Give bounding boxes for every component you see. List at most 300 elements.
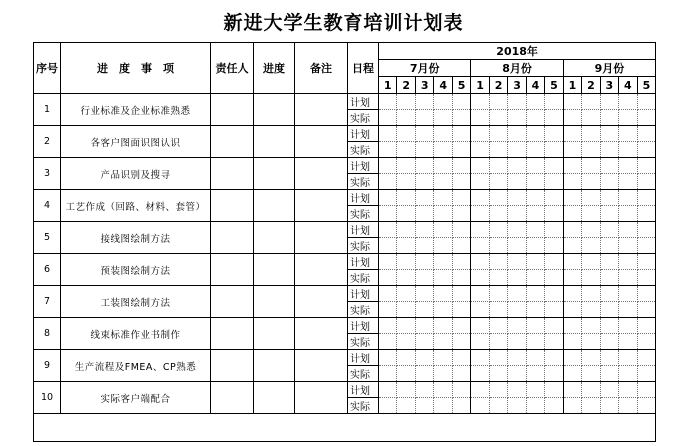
schedule-cell[interactable] [397, 350, 415, 366]
schedule-cell[interactable] [379, 286, 397, 302]
schedule-cell[interactable] [637, 318, 656, 334]
owner-cell[interactable] [211, 254, 254, 286]
schedule-cell[interactable] [619, 126, 637, 142]
schedule-cell[interactable] [619, 398, 637, 414]
schedule-cell[interactable] [434, 222, 452, 238]
note-cell[interactable] [295, 190, 348, 222]
schedule-cell[interactable] [563, 158, 581, 174]
schedule-cell[interactable] [563, 398, 581, 414]
schedule-cell[interactable] [415, 158, 433, 174]
owner-cell[interactable] [211, 318, 254, 350]
schedule-cell[interactable] [637, 302, 656, 318]
schedule-cell[interactable] [452, 190, 470, 206]
schedule-cell[interactable] [508, 350, 526, 366]
progress-cell[interactable] [254, 286, 295, 318]
note-cell[interactable] [295, 158, 348, 190]
schedule-cell[interactable] [582, 174, 600, 190]
schedule-cell[interactable] [452, 126, 470, 142]
schedule-cell[interactable] [600, 302, 618, 318]
schedule-cell[interactable] [563, 382, 581, 398]
schedule-cell[interactable] [489, 382, 507, 398]
note-cell[interactable] [295, 222, 348, 254]
schedule-cell[interactable] [508, 110, 526, 126]
schedule-cell[interactable] [397, 222, 415, 238]
schedule-cell[interactable] [582, 158, 600, 174]
schedule-cell[interactable] [397, 142, 415, 158]
schedule-cell[interactable] [545, 366, 563, 382]
schedule-cell[interactable] [471, 174, 489, 190]
schedule-cell[interactable] [471, 110, 489, 126]
schedule-cell[interactable] [434, 254, 452, 270]
schedule-cell[interactable] [452, 350, 470, 366]
schedule-cell[interactable] [637, 334, 656, 350]
schedule-cell[interactable] [563, 302, 581, 318]
schedule-cell[interactable] [471, 222, 489, 238]
schedule-cell[interactable] [600, 398, 618, 414]
schedule-cell[interactable] [582, 366, 600, 382]
schedule-cell[interactable] [637, 286, 656, 302]
schedule-cell[interactable] [434, 110, 452, 126]
schedule-cell[interactable] [508, 158, 526, 174]
schedule-cell[interactable] [379, 398, 397, 414]
schedule-cell[interactable] [415, 334, 433, 350]
schedule-cell[interactable] [600, 270, 618, 286]
schedule-cell[interactable] [397, 206, 415, 222]
schedule-cell[interactable] [379, 222, 397, 238]
schedule-cell[interactable] [452, 238, 470, 254]
schedule-cell[interactable] [619, 334, 637, 350]
schedule-cell[interactable] [563, 238, 581, 254]
note-cell[interactable] [295, 350, 348, 382]
schedule-cell[interactable] [526, 366, 544, 382]
schedule-cell[interactable] [582, 350, 600, 366]
schedule-cell[interactable] [582, 302, 600, 318]
schedule-cell[interactable] [379, 254, 397, 270]
schedule-cell[interactable] [545, 334, 563, 350]
schedule-cell[interactable] [582, 126, 600, 142]
schedule-cell[interactable] [452, 334, 470, 350]
schedule-cell[interactable] [434, 318, 452, 334]
schedule-cell[interactable] [545, 350, 563, 366]
schedule-cell[interactable] [379, 94, 397, 110]
schedule-cell[interactable] [471, 126, 489, 142]
schedule-cell[interactable] [489, 302, 507, 318]
schedule-cell[interactable] [489, 142, 507, 158]
schedule-cell[interactable] [452, 318, 470, 334]
progress-cell[interactable] [254, 318, 295, 350]
owner-cell[interactable] [211, 190, 254, 222]
schedule-cell[interactable] [582, 94, 600, 110]
schedule-cell[interactable] [397, 94, 415, 110]
schedule-cell[interactable] [545, 238, 563, 254]
schedule-cell[interactable] [489, 190, 507, 206]
note-cell[interactable] [295, 254, 348, 286]
schedule-cell[interactable] [526, 398, 544, 414]
schedule-cell[interactable] [526, 382, 544, 398]
schedule-cell[interactable] [563, 174, 581, 190]
schedule-cell[interactable] [582, 110, 600, 126]
owner-cell[interactable] [211, 126, 254, 158]
schedule-cell[interactable] [637, 206, 656, 222]
progress-cell[interactable] [254, 350, 295, 382]
schedule-cell[interactable] [452, 270, 470, 286]
schedule-cell[interactable] [619, 382, 637, 398]
schedule-cell[interactable] [397, 126, 415, 142]
schedule-cell[interactable] [397, 158, 415, 174]
schedule-cell[interactable] [397, 318, 415, 334]
schedule-cell[interactable] [545, 94, 563, 110]
schedule-cell[interactable] [415, 286, 433, 302]
schedule-cell[interactable] [600, 206, 618, 222]
schedule-cell[interactable] [582, 254, 600, 270]
schedule-cell[interactable] [489, 334, 507, 350]
schedule-cell[interactable] [563, 254, 581, 270]
schedule-cell[interactable] [600, 286, 618, 302]
schedule-cell[interactable] [545, 382, 563, 398]
schedule-cell[interactable] [471, 94, 489, 110]
progress-cell[interactable] [254, 222, 295, 254]
schedule-cell[interactable] [434, 158, 452, 174]
progress-cell[interactable] [254, 158, 295, 190]
schedule-cell[interactable] [600, 238, 618, 254]
schedule-cell[interactable] [508, 366, 526, 382]
schedule-cell[interactable] [452, 286, 470, 302]
schedule-cell[interactable] [415, 350, 433, 366]
schedule-cell[interactable] [526, 238, 544, 254]
schedule-cell[interactable] [545, 126, 563, 142]
schedule-cell[interactable] [434, 366, 452, 382]
schedule-cell[interactable] [582, 318, 600, 334]
schedule-cell[interactable] [489, 94, 507, 110]
schedule-cell[interactable] [471, 334, 489, 350]
note-cell[interactable] [295, 94, 348, 126]
schedule-cell[interactable] [434, 190, 452, 206]
schedule-cell[interactable] [526, 94, 544, 110]
schedule-cell[interactable] [397, 398, 415, 414]
schedule-cell[interactable] [434, 94, 452, 110]
schedule-cell[interactable] [637, 110, 656, 126]
schedule-cell[interactable] [434, 286, 452, 302]
schedule-cell[interactable] [637, 222, 656, 238]
schedule-cell[interactable] [415, 382, 433, 398]
schedule-cell[interactable] [637, 158, 656, 174]
schedule-cell[interactable] [434, 206, 452, 222]
owner-cell[interactable] [211, 286, 254, 318]
schedule-cell[interactable] [600, 382, 618, 398]
schedule-cell[interactable] [563, 206, 581, 222]
schedule-cell[interactable] [379, 302, 397, 318]
schedule-cell[interactable] [563, 94, 581, 110]
schedule-cell[interactable] [397, 110, 415, 126]
schedule-cell[interactable] [379, 126, 397, 142]
schedule-cell[interactable] [397, 270, 415, 286]
schedule-cell[interactable] [526, 270, 544, 286]
schedule-cell[interactable] [637, 270, 656, 286]
owner-cell[interactable] [211, 158, 254, 190]
schedule-cell[interactable] [619, 158, 637, 174]
schedule-cell[interactable] [452, 382, 470, 398]
schedule-cell[interactable] [582, 142, 600, 158]
schedule-cell[interactable] [563, 222, 581, 238]
schedule-cell[interactable] [619, 270, 637, 286]
schedule-cell[interactable] [545, 158, 563, 174]
schedule-cell[interactable] [434, 350, 452, 366]
schedule-cell[interactable] [600, 126, 618, 142]
schedule-cell[interactable] [415, 366, 433, 382]
schedule-cell[interactable] [489, 110, 507, 126]
owner-cell[interactable] [211, 222, 254, 254]
schedule-cell[interactable] [452, 94, 470, 110]
schedule-cell[interactable] [545, 254, 563, 270]
schedule-cell[interactable] [379, 190, 397, 206]
schedule-cell[interactable] [471, 302, 489, 318]
schedule-cell[interactable] [619, 110, 637, 126]
schedule-cell[interactable] [397, 254, 415, 270]
schedule-cell[interactable] [489, 270, 507, 286]
schedule-cell[interactable] [379, 110, 397, 126]
schedule-cell[interactable] [397, 366, 415, 382]
schedule-cell[interactable] [471, 142, 489, 158]
schedule-cell[interactable] [489, 318, 507, 334]
schedule-cell[interactable] [471, 398, 489, 414]
schedule-cell[interactable] [526, 254, 544, 270]
schedule-cell[interactable] [600, 222, 618, 238]
schedule-cell[interactable] [415, 94, 433, 110]
schedule-cell[interactable] [471, 238, 489, 254]
schedule-cell[interactable] [619, 238, 637, 254]
schedule-cell[interactable] [600, 174, 618, 190]
schedule-cell[interactable] [508, 270, 526, 286]
schedule-cell[interactable] [415, 238, 433, 254]
schedule-cell[interactable] [563, 334, 581, 350]
schedule-cell[interactable] [415, 110, 433, 126]
schedule-cell[interactable] [489, 222, 507, 238]
schedule-cell[interactable] [415, 254, 433, 270]
schedule-cell[interactable] [600, 318, 618, 334]
schedule-cell[interactable] [545, 302, 563, 318]
schedule-cell[interactable] [545, 270, 563, 286]
schedule-cell[interactable] [471, 254, 489, 270]
schedule-cell[interactable] [637, 366, 656, 382]
progress-cell[interactable] [254, 126, 295, 158]
schedule-cell[interactable] [545, 398, 563, 414]
schedule-cell[interactable] [619, 350, 637, 366]
schedule-cell[interactable] [545, 174, 563, 190]
schedule-cell[interactable] [415, 190, 433, 206]
schedule-cell[interactable] [637, 126, 656, 142]
schedule-cell[interactable] [526, 222, 544, 238]
schedule-cell[interactable] [379, 350, 397, 366]
schedule-cell[interactable] [379, 270, 397, 286]
schedule-cell[interactable] [582, 206, 600, 222]
schedule-cell[interactable] [471, 350, 489, 366]
schedule-cell[interactable] [415, 270, 433, 286]
schedule-cell[interactable] [508, 286, 526, 302]
schedule-cell[interactable] [526, 142, 544, 158]
schedule-cell[interactable] [471, 158, 489, 174]
progress-cell[interactable] [254, 254, 295, 286]
schedule-cell[interactable] [508, 142, 526, 158]
schedule-cell[interactable] [379, 382, 397, 398]
schedule-cell[interactable] [563, 350, 581, 366]
schedule-cell[interactable] [637, 350, 656, 366]
schedule-cell[interactable] [637, 398, 656, 414]
schedule-cell[interactable] [582, 222, 600, 238]
schedule-cell[interactable] [397, 238, 415, 254]
schedule-cell[interactable] [489, 398, 507, 414]
schedule-cell[interactable] [600, 366, 618, 382]
schedule-cell[interactable] [619, 254, 637, 270]
schedule-cell[interactable] [508, 302, 526, 318]
schedule-cell[interactable] [600, 142, 618, 158]
schedule-cell[interactable] [563, 366, 581, 382]
schedule-cell[interactable] [600, 94, 618, 110]
note-cell[interactable] [295, 126, 348, 158]
schedule-cell[interactable] [526, 190, 544, 206]
schedule-cell[interactable] [434, 398, 452, 414]
schedule-cell[interactable] [526, 334, 544, 350]
schedule-cell[interactable] [489, 254, 507, 270]
schedule-cell[interactable] [582, 270, 600, 286]
schedule-cell[interactable] [489, 366, 507, 382]
schedule-cell[interactable] [508, 398, 526, 414]
schedule-cell[interactable] [526, 110, 544, 126]
schedule-cell[interactable] [434, 302, 452, 318]
schedule-cell[interactable] [600, 254, 618, 270]
schedule-cell[interactable] [415, 318, 433, 334]
schedule-cell[interactable] [637, 190, 656, 206]
schedule-cell[interactable] [563, 142, 581, 158]
schedule-cell[interactable] [545, 206, 563, 222]
schedule-cell[interactable] [508, 318, 526, 334]
schedule-cell[interactable] [452, 110, 470, 126]
schedule-cell[interactable] [526, 318, 544, 334]
note-cell[interactable] [295, 318, 348, 350]
schedule-cell[interactable] [489, 206, 507, 222]
schedule-cell[interactable] [545, 318, 563, 334]
schedule-cell[interactable] [434, 142, 452, 158]
schedule-cell[interactable] [379, 206, 397, 222]
schedule-cell[interactable] [545, 142, 563, 158]
schedule-cell[interactable] [397, 286, 415, 302]
schedule-cell[interactable] [600, 110, 618, 126]
schedule-cell[interactable] [397, 382, 415, 398]
schedule-cell[interactable] [452, 254, 470, 270]
schedule-cell[interactable] [619, 222, 637, 238]
progress-cell[interactable] [254, 190, 295, 222]
schedule-cell[interactable] [619, 142, 637, 158]
schedule-cell[interactable] [582, 286, 600, 302]
schedule-cell[interactable] [415, 206, 433, 222]
schedule-cell[interactable] [619, 366, 637, 382]
schedule-cell[interactable] [379, 334, 397, 350]
schedule-cell[interactable] [637, 174, 656, 190]
schedule-cell[interactable] [452, 398, 470, 414]
schedule-cell[interactable] [600, 158, 618, 174]
schedule-cell[interactable] [637, 382, 656, 398]
schedule-cell[interactable] [379, 142, 397, 158]
schedule-cell[interactable] [379, 158, 397, 174]
schedule-cell[interactable] [452, 366, 470, 382]
owner-cell[interactable] [211, 382, 254, 414]
note-cell[interactable] [295, 286, 348, 318]
schedule-cell[interactable] [489, 286, 507, 302]
schedule-cell[interactable] [545, 222, 563, 238]
schedule-cell[interactable] [563, 270, 581, 286]
progress-cell[interactable] [254, 382, 295, 414]
schedule-cell[interactable] [508, 334, 526, 350]
schedule-cell[interactable] [637, 254, 656, 270]
schedule-cell[interactable] [600, 334, 618, 350]
schedule-cell[interactable] [637, 142, 656, 158]
schedule-cell[interactable] [434, 270, 452, 286]
schedule-cell[interactable] [452, 174, 470, 190]
schedule-cell[interactable] [508, 254, 526, 270]
schedule-cell[interactable] [471, 382, 489, 398]
owner-cell[interactable] [211, 350, 254, 382]
schedule-cell[interactable] [508, 190, 526, 206]
schedule-cell[interactable] [582, 382, 600, 398]
progress-cell[interactable] [254, 94, 295, 126]
schedule-cell[interactable] [379, 238, 397, 254]
schedule-cell[interactable] [637, 94, 656, 110]
schedule-cell[interactable] [526, 302, 544, 318]
schedule-cell[interactable] [545, 286, 563, 302]
schedule-cell[interactable] [526, 206, 544, 222]
schedule-cell[interactable] [452, 302, 470, 318]
schedule-cell[interactable] [582, 238, 600, 254]
schedule-cell[interactable] [582, 398, 600, 414]
schedule-cell[interactable] [526, 350, 544, 366]
schedule-cell[interactable] [508, 206, 526, 222]
schedule-cell[interactable] [397, 190, 415, 206]
schedule-cell[interactable] [397, 302, 415, 318]
schedule-cell[interactable] [379, 174, 397, 190]
schedule-cell[interactable] [471, 318, 489, 334]
schedule-cell[interactable] [619, 286, 637, 302]
schedule-cell[interactable] [563, 110, 581, 126]
schedule-cell[interactable] [471, 206, 489, 222]
schedule-cell[interactable] [379, 318, 397, 334]
schedule-cell[interactable] [619, 206, 637, 222]
schedule-cell[interactable] [415, 302, 433, 318]
schedule-cell[interactable] [526, 126, 544, 142]
schedule-cell[interactable] [526, 174, 544, 190]
schedule-cell[interactable] [545, 190, 563, 206]
schedule-cell[interactable] [434, 174, 452, 190]
note-cell[interactable] [295, 382, 348, 414]
schedule-cell[interactable] [619, 94, 637, 110]
schedule-cell[interactable] [563, 126, 581, 142]
schedule-cell[interactable] [434, 238, 452, 254]
schedule-cell[interactable] [471, 190, 489, 206]
schedule-cell[interactable] [526, 158, 544, 174]
schedule-cell[interactable] [508, 238, 526, 254]
schedule-cell[interactable] [508, 126, 526, 142]
schedule-cell[interactable] [508, 222, 526, 238]
schedule-cell[interactable] [619, 174, 637, 190]
schedule-cell[interactable] [619, 302, 637, 318]
schedule-cell[interactable] [452, 158, 470, 174]
schedule-cell[interactable] [415, 174, 433, 190]
schedule-cell[interactable] [471, 286, 489, 302]
schedule-cell[interactable] [415, 398, 433, 414]
owner-cell[interactable] [211, 94, 254, 126]
schedule-cell[interactable] [415, 222, 433, 238]
schedule-cell[interactable] [452, 222, 470, 238]
schedule-cell[interactable] [379, 366, 397, 382]
schedule-cell[interactable] [508, 94, 526, 110]
